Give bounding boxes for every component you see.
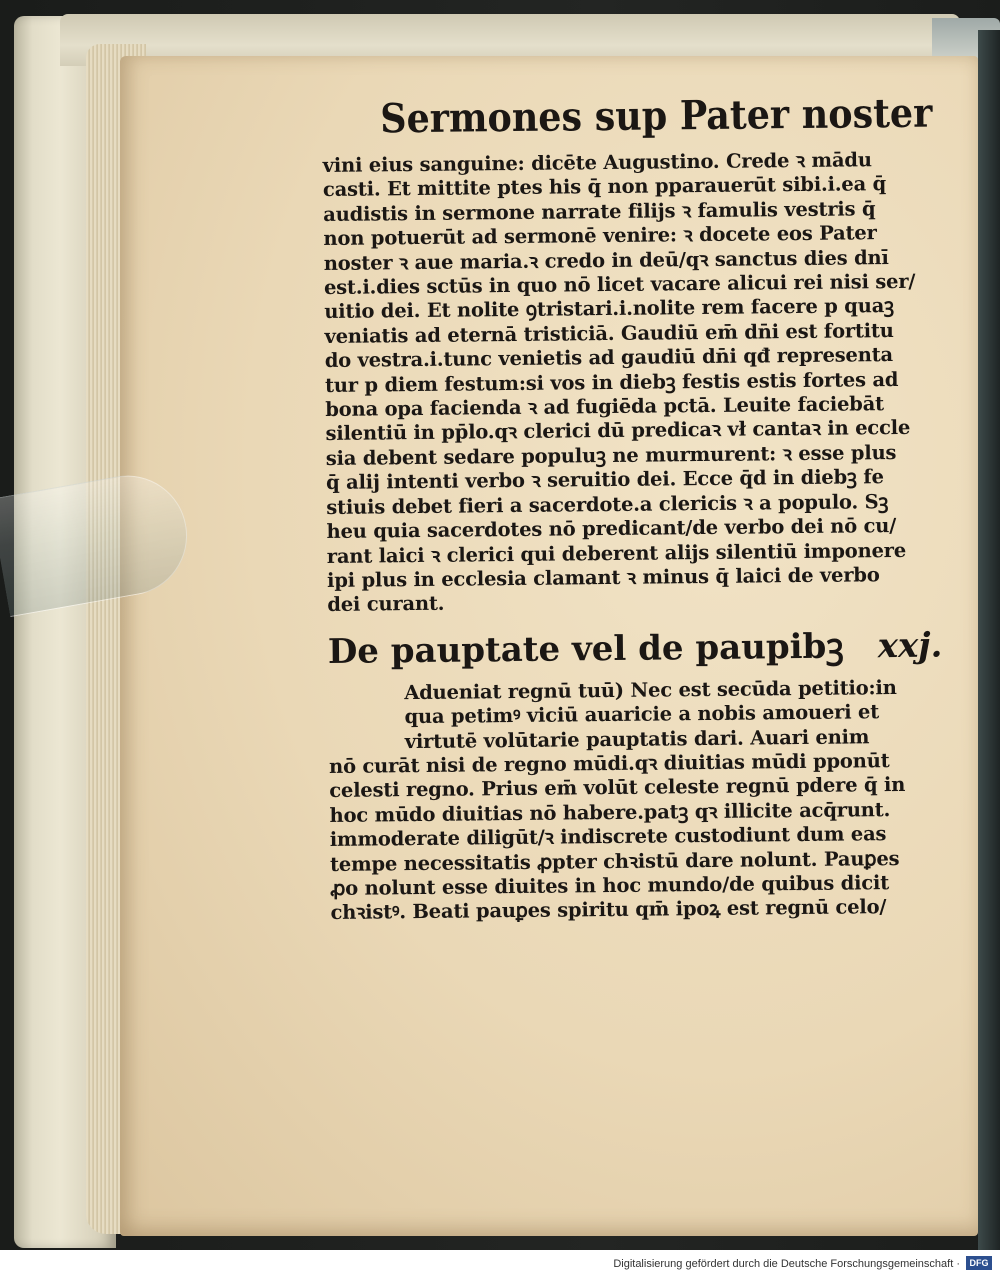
text-line: tempe necessitatis ꝓpter chꝛistū dare nolunt. Pauꝑes	[329, 846, 900, 876]
text-line: dei curant.	[327, 592, 445, 617]
text-line: silentiū in pp̄lo.qꝛ clerici dū predicaꝛ vł cantaꝛ in eccle	[325, 416, 911, 446]
text-line: Adueniat regnū tuū) Nec est secūda petitio:in	[404, 675, 897, 704]
text-line: stiuis debet fieri a sacerdote.a clericis ꝛ a populo. Sꝫ	[326, 489, 889, 519]
text-line: vini eius sanguine: dicēte Augustino. Crede ꝛ mādu	[322, 148, 872, 177]
chapter-title: De pauptate vel de paupibꝫ	[327, 626, 844, 672]
chapter-number: xxj.	[877, 625, 943, 666]
dfg-logo: DFG	[966, 1256, 992, 1270]
text-line: veniatis ad eternā tristiciā. Gaudiū em̄ dn̄i est fortitu	[324, 318, 894, 348]
text-line: noster ꝛ aue maria.ꝛ credo in deū/qꝛ sanctus dies dnī	[323, 245, 889, 275]
text-line: qua petimꝰ viciū auaricie a nobis amoueri et	[404, 700, 880, 729]
text-line: heu quia sacerdotes nō predicant/de verbo dei nō cu/	[326, 514, 897, 544]
chapter-body	[328, 675, 941, 925]
funding-credit: Digitalisierung gefördert durch die Deutsche Forschungsgemeinschaft ·	[613, 1258, 960, 1270]
text-line: celesti regno. Prius em̄ volūt celeste regnū pdere q̄ in	[329, 773, 906, 803]
text-line: virtutē volūtarie pauptatis dari. Auari enim	[404, 724, 870, 753]
text-line: ꝓo nolunt esse diuites in hoc mundo/de quibus dicit	[330, 871, 890, 900]
right-edge-shadow	[978, 30, 1000, 1282]
text-line: non potuerūt ad sermonē venire: ꝛ docete eos Pater	[323, 221, 877, 251]
text-line: sia debent sedare populuꝫ ne murmurent: ꝛ esse plus	[325, 440, 897, 470]
text-line: hoc mūdo diuitias nō habere.patꝫ qꝛ illicite acq̄runt.	[329, 797, 891, 827]
text-line: nō curāt nisi de regno mūdi.qꝛ diuitias mūdi pponūt	[328, 749, 890, 778]
text-line: do vestra.i.tunc venietis ad gaudiū dn̄i qđ representa	[324, 343, 894, 373]
text-line: q̄ alij intenti verbo ꝛ seruitio dei. Ecce q̄d in diebꝫ fe	[325, 465, 884, 495]
running-head: Sermones sup Pater noster	[379, 89, 933, 143]
text-line: casti. Et mittite ptes his q̄ non pparauerūt sibi.i.ea q̄	[322, 172, 887, 202]
text-line: rant laici ꝛ clerici qui deberent alijs silentiū imponere	[326, 538, 907, 568]
text-line: audistis in sermone narrate filijs ꝛ famulis vestris q̄	[323, 197, 876, 226]
text-line: uitio dei. Et nolite ꝯtristari.i.nolite rem facere p quaꝫ	[324, 294, 894, 324]
text-line: immoderate diligūt/ꝛ indiscrete custodiunt dum eas	[329, 822, 887, 852]
sermon-body	[323, 148, 938, 618]
text-line: est.i.dies sctūs in quo nō licet vacare alicui rei nisi ser/	[323, 269, 916, 300]
chapter-heading	[327, 625, 943, 672]
text-block	[322, 90, 941, 926]
text-line: ipi plus in ecclesia clamant ꝛ minus q̄ laici de verbo	[326, 563, 880, 592]
text-line: chꝛistꝰ. Beati pauꝑes spiritu qm̄ ipoꝝ est regnū celo/	[330, 895, 887, 925]
text-line: tur p diem festum:si vos in diebꝫ festis estis fortes ad	[324, 367, 899, 397]
text-line: bona opa facienda ꝛ ad fugiēda pctā. Leuite faciebāt	[325, 392, 885, 422]
